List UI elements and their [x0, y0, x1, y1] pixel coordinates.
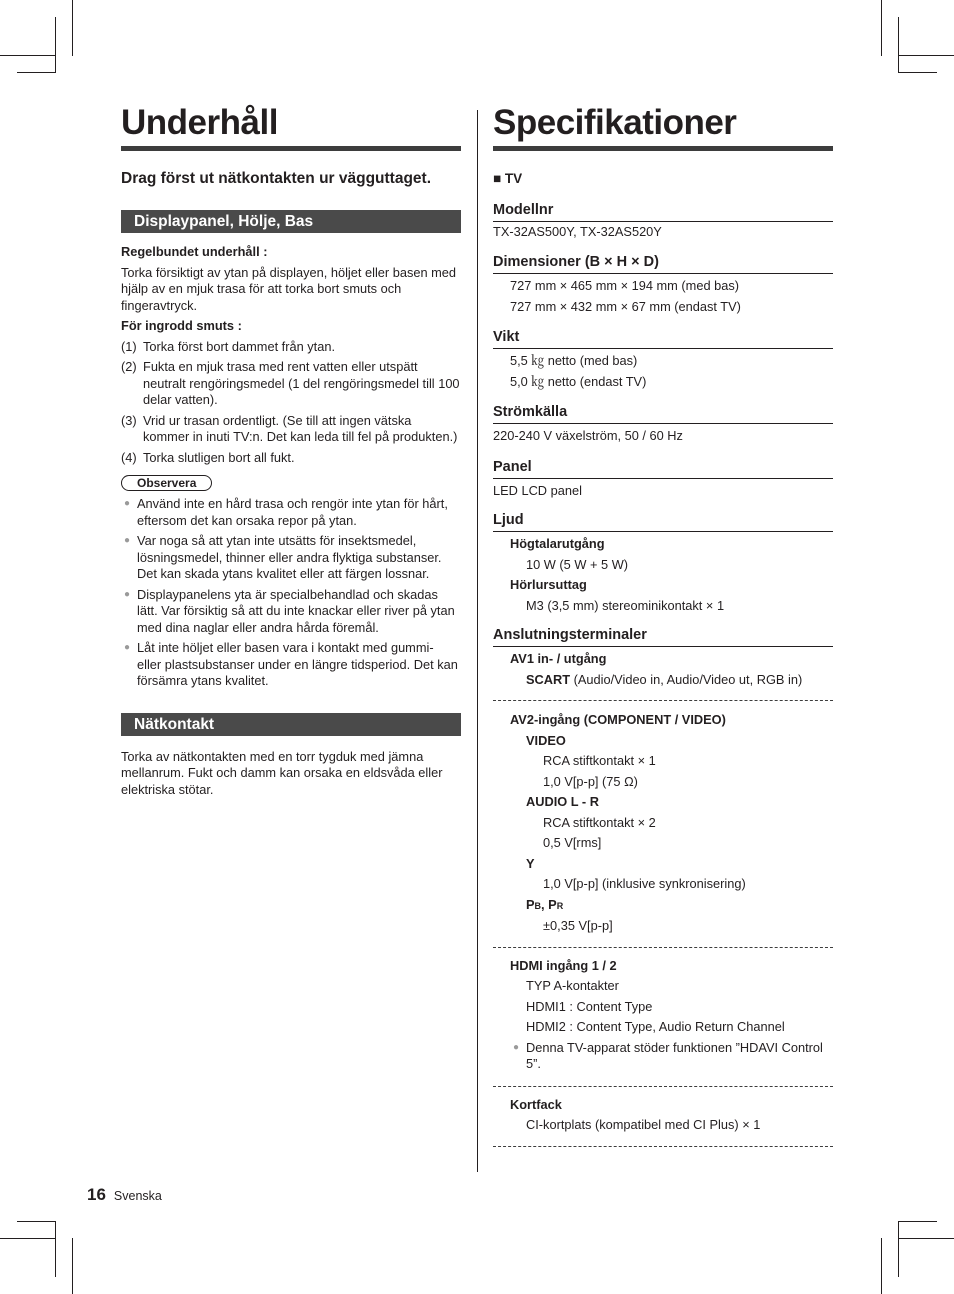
video-label: VIDEO [526, 732, 566, 748]
bullet-icon: ● [124, 535, 131, 546]
specifications-column [493, 100, 833, 1147]
list-item: ● Använd inte en hård trasa och rengör inte ytan för hårt, eftersom det kan orsaka repor på ytan. [121, 496, 461, 529]
list-item: (2) Fukta en mjuk trasa med rent vatten eller utspätt neutralt rengöringsmedel (1 del rengöringsmedel till 100 delar vatten). [121, 359, 460, 407]
cleaning-steps [121, 339, 461, 467]
y-level: 1,0 V[p-p] (inklusive synkronisering) [543, 876, 746, 891]
terminals-heading: Anslutningsterminaler [493, 627, 833, 647]
note-label: Observera [121, 475, 212, 491]
audio-connector: RCA stiftkontakt × 2 [543, 814, 656, 830]
page-footer [87, 1185, 162, 1205]
list-item: (1) Torka först bort dammet från ytan. [121, 338, 336, 354]
list-item: (4) Torka slutligen bort all fukt. [121, 449, 295, 465]
pb-pr-level: ±0,35 V[p-p] [543, 918, 613, 933]
headphone-value: M3 (3,5 mm) stereominikontakt × 1 [526, 597, 725, 613]
dashed-divider [493, 947, 833, 948]
weight-tv-only: 5,0 ㎏ netto (endast TV) [510, 373, 647, 389]
column-divider [477, 110, 478, 1172]
audio-level: 0,5 V[rms] [543, 835, 602, 850]
av2-label: AV2-ingång (COMPONENT / VIDEO) [510, 712, 726, 727]
model-value: TX-32AS500Y, TX-32AS520Y [493, 223, 662, 239]
hdmi-label: HDMI ingång 1 / 2 [510, 957, 617, 973]
unplug-instruction: Drag först ut nätkontakten ur vägguttaget. [121, 170, 432, 187]
dimensions-with-stand: 727 mm × 465 mm × 194 mm (med bas) [510, 278, 740, 293]
hdmi-note: ● Denna TV-apparat stöder funktionen ”HDAVI Control 5”. [493, 1040, 833, 1073]
panel-value: LED LCD panel [493, 482, 582, 498]
video-level: 1,0 V[p-p] (75 Ω) [543, 773, 638, 789]
tv-label: ■ TV [493, 171, 523, 186]
section-heading-display-panel: Displaypanel, Hölje, Bas [121, 210, 461, 233]
list-item: ● Var noga så att ytan inte utsätts för insektsmedel, lösningsmedel, thinner eller andra flyktiga substanser. Det kan skada ytans kvalitet eller att färgen lossnar. [121, 533, 461, 583]
notes-list [121, 496, 461, 690]
regular-maintenance-label: Regelbundet underhåll : [121, 244, 268, 259]
hdmi2-desc: HDMI2 : Content Type, Audio Return Channel [526, 1019, 785, 1034]
av1-label: AV1 in- / utgång [510, 651, 607, 666]
dashed-divider [493, 1146, 833, 1147]
title-rule [493, 146, 833, 151]
dashed-divider [493, 1086, 833, 1087]
specifications-title: Specifikationer [493, 103, 737, 142]
regular-maintenance-text: Torka försiktigt av ytan på displayen, höljet eller basen med hjälp av en mjuk trasa för att torka bort smuts och fingeravtryck. [121, 264, 457, 313]
language-label: Svenska [113, 1189, 162, 1203]
list-item: (3) Vrid ur trasan ordentligt. (Se till att ingen vätska kommer in inuti TV:n. Det kan leda till fel på produkten.) [121, 412, 458, 444]
dashed-divider [493, 700, 833, 701]
section-heading-power-plug: Nätkontakt [121, 713, 461, 736]
weight-with-stand: 5,5 ㎏ netto (med bas) [510, 353, 638, 368]
maintenance-title: Underhåll [121, 103, 278, 142]
title-rule [121, 146, 461, 151]
dimensions-tv-only: 727 mm × 432 mm × 67 mm (endast TV) [510, 298, 741, 314]
headphone-label: Hörlursuttag [510, 577, 587, 592]
hdmi-type: TYP A-kontakter [526, 978, 619, 993]
list-item: ● Displaypanelens yta är specialbehandlad och skadas lätt. Var försiktig så att du inte knackar eller river på ytan med dina naglar eller andra hårda föremål. [121, 587, 461, 637]
maintenance-column [121, 100, 461, 798]
power-source-value: 220-240 V växelström, 50 / 60 Hz [493, 428, 683, 443]
card-slot-label: Kortfack [510, 1096, 562, 1112]
video-connector: RCA stiftkontakt × 1 [543, 753, 656, 768]
sound-heading: Ljud [493, 512, 833, 532]
y-label: Y [526, 855, 535, 871]
bullet-icon: ● [124, 498, 131, 509]
dirt-label: För ingrodd smuts : [121, 318, 242, 333]
card-slot-value: CI-kortplats (kompatibel med CI Plus) × 1 [526, 1117, 761, 1132]
bullet-icon: ● [124, 588, 131, 600]
power-source-heading: Strömkälla [493, 404, 833, 424]
speaker-output-value: 10 W (5 W + 5 W) [526, 556, 629, 572]
power-plug-text: Torka av nätkontakten med en torr tygduk med jämna mellanrum. Fukt och damm kan orsaka en eldsvåda eller elektriska stötar. [121, 748, 443, 797]
hdmi1-desc: HDMI1 : Content Type [526, 998, 653, 1014]
av1-scart: SCART (Audio/Video in, Audio/Video ut, RGB in) [526, 671, 803, 687]
bullet-icon: ● [124, 642, 131, 653]
weight-heading: Vikt [493, 329, 833, 349]
model-heading: Modellnr [493, 202, 833, 222]
dimensions-heading: Dimensioner (B × H × D) [493, 254, 833, 274]
pb-pr-label: PB, PR [526, 896, 564, 912]
speaker-output-label: Högtalarutgång [510, 536, 605, 551]
panel-heading: Panel [493, 459, 833, 479]
bullet-icon: ● [513, 1041, 520, 1053]
page-number: 16 [87, 1185, 106, 1204]
audio-label: AUDIO L - R [526, 794, 599, 809]
list-item: ● Låt inte höljet eller basen vara i kontakt med gummi- eller plastsubstanser under en längre tidsperiod. Det kan försämra ytans kvalitet. [121, 640, 461, 690]
